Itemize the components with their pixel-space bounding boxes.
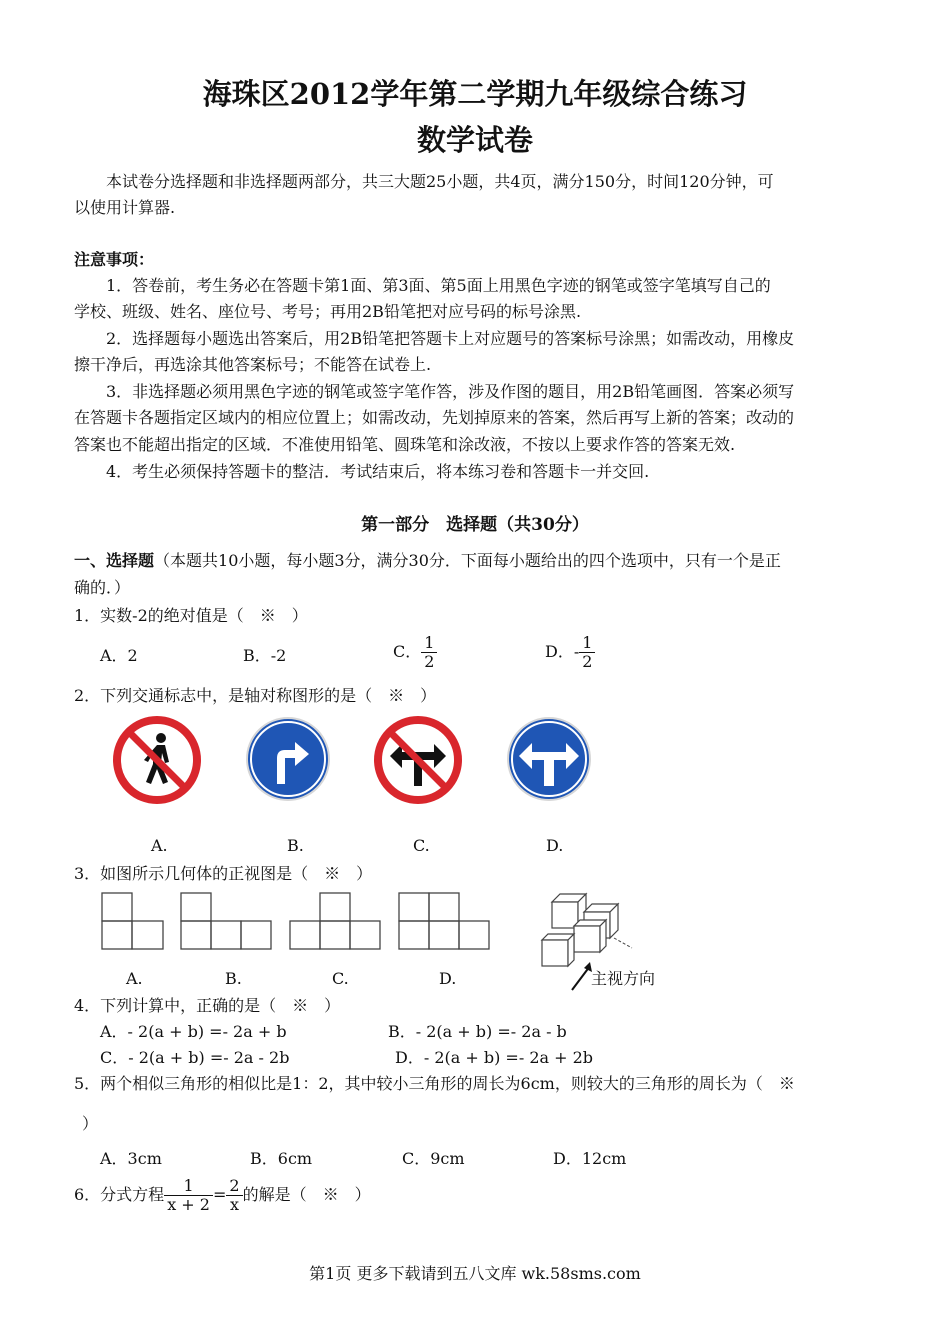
no-left-right-turn-icon	[374, 716, 462, 804]
fraction-numerator: 1	[164, 1177, 213, 1196]
q4-stem: 4．下列计算中，正确的是（ ※ ）	[74, 996, 341, 1015]
q3-view-d	[398, 892, 491, 950]
q2-option-b: B.	[287, 836, 304, 855]
q5-stem: 5．两个相似三角形的相似比是1：2，其中较小三角形的周长为6cm，则较大的三角形的周长为（ ※	[74, 1074, 795, 1093]
fraction-denominator: 2	[424, 652, 435, 671]
q2-stem: 2．下列交通标志中，是轴对称图形的是（ ※ ）	[74, 686, 437, 705]
q1-option-c	[393, 634, 437, 671]
notice-line: 学校、班级、姓名、座位号、考号；再用2B铅笔把对应号码的标号涂黑.	[74, 302, 582, 321]
q1-option-d	[545, 634, 595, 671]
section-desc: （本题共10小题，每小题3分，满分30分．下面每小题给出的四个选项中，只有一个是正	[154, 551, 781, 570]
q6-fraction-right	[226, 1177, 242, 1214]
q5-option-c: C．9cm	[402, 1149, 465, 1168]
q1-option-d-prefix: D．-	[545, 642, 580, 661]
q1-option-c-prefix: C．	[393, 642, 422, 661]
q1-option-d-fraction	[579, 634, 595, 671]
part1-heading: 第一部分 选择题（共30分）	[361, 515, 589, 535]
q1-option-a: A．2	[100, 646, 138, 665]
q3-view-a	[101, 892, 165, 950]
q3-stem: 3．如图所示几何体的正视图是（ ※ ）	[74, 864, 373, 883]
q3-option-b: B.	[225, 969, 242, 988]
fraction-numerator: 1	[421, 634, 437, 653]
notice-line: 4．考生必须保持答题卡的整洁．考试结束后，将本练习卷和答题卡一并交回.	[106, 462, 650, 481]
q6-stem-suffix: 的解是（ ※ ）	[242, 1185, 371, 1204]
sign-b	[245, 716, 331, 802]
intro-line-2: 以使用计算器.	[74, 198, 176, 217]
q2-option-a: A.	[151, 836, 168, 855]
q6-stem-prefix: 6．分式方程	[74, 1185, 165, 1204]
q1-option-c-fraction	[421, 634, 437, 671]
fraction-denominator: x	[229, 1195, 239, 1214]
notice-heading: 注意事项：	[74, 250, 155, 269]
notice-line: 2．选择题每小题选出答案后，用2B铅笔把答题卡上对应题号的答案标号涂黑；如需改动，用橡皮	[106, 329, 795, 348]
no-pedestrian-icon	[113, 716, 201, 804]
section-desc-2: 确的．）	[74, 578, 131, 597]
q3-option-d: D.	[439, 969, 457, 988]
exam-title: 海珠区2012学年第二学期九年级综合练习	[202, 77, 748, 111]
section-label: 一、选择题	[74, 551, 155, 570]
sign-a	[113, 716, 201, 804]
turn-right-icon	[245, 716, 331, 802]
q4-option-b: B．- 2(a + b) =- 2a - b	[388, 1022, 567, 1041]
q2-option-c: C.	[413, 836, 430, 855]
sign-c	[374, 716, 462, 804]
q1-option-b: B．-2	[243, 646, 287, 665]
notice-line: 在答题卡各题指定区域内的相应位置上；如需改动，先划掉原来的答案，然后再写上新的答案；改动的	[74, 408, 795, 427]
q2-option-d: D.	[546, 836, 564, 855]
q5-option-a: A．3cm	[100, 1149, 162, 1168]
q4-option-c: C．- 2(a + b) =- 2a - 2b	[100, 1048, 290, 1067]
fraction-numerator: 2	[226, 1177, 242, 1196]
fraction-denominator: 2	[582, 652, 593, 671]
q3-option-a: A.	[126, 969, 143, 988]
view-direction-label: 主视方向	[591, 969, 656, 988]
q6-equals: =	[212, 1185, 227, 1204]
q1-stem: 1．实数-2的绝对值是（ ※ ）	[74, 606, 308, 625]
fraction-numerator: 1	[579, 634, 595, 653]
page-footer: 第1页 更多下载请到五八文库 wk.58sms.com	[309, 1264, 641, 1283]
left-right-turn-icon	[506, 716, 592, 802]
intro-line-1: 本试卷分选择题和非选择题两部分，共三大题25小题，共4页，满分150分，时间120分钟，可	[106, 172, 774, 191]
notice-line: 3．非选择题必须用黑色字迹的钢笔或签字笔作答，涉及作图的题目，用2B铅笔画图．答案必须写	[106, 382, 795, 401]
q4-option-a: A．- 2(a + b) =- 2a + b	[100, 1022, 287, 1041]
q5-stem-end: ）	[82, 1114, 99, 1133]
fraction-denominator: x + 2	[167, 1195, 210, 1214]
sign-d	[506, 716, 592, 802]
q3-view-b	[180, 892, 273, 950]
q3-view-c	[289, 892, 382, 950]
q6-fraction-left	[164, 1177, 213, 1214]
section-intro	[74, 548, 781, 574]
exam-subtitle: 数学试卷	[416, 123, 533, 157]
q5-option-d: D．12cm	[553, 1149, 627, 1168]
q5-option-b: B．6cm	[250, 1149, 313, 1168]
notice-line: 1．答卷前，考生务必在答题卡第1面、第3面、第5面上用黑色字迹的钢笔或签字笔填写自己的	[106, 276, 771, 295]
notice-line: 擦干净后，再选涂其他答案标号；不能答在试卷上.	[74, 355, 432, 374]
q6-stem	[74, 1177, 371, 1214]
q3-option-c: C.	[332, 969, 349, 988]
q4-option-d: D．- 2(a + b) =- 2a + 2b	[395, 1048, 594, 1067]
notice-line: 答案也不能超出指定的区域．不准使用铅笔、圆珠笔和涂改液，不按以上要求作答的答案无效.	[74, 435, 736, 454]
